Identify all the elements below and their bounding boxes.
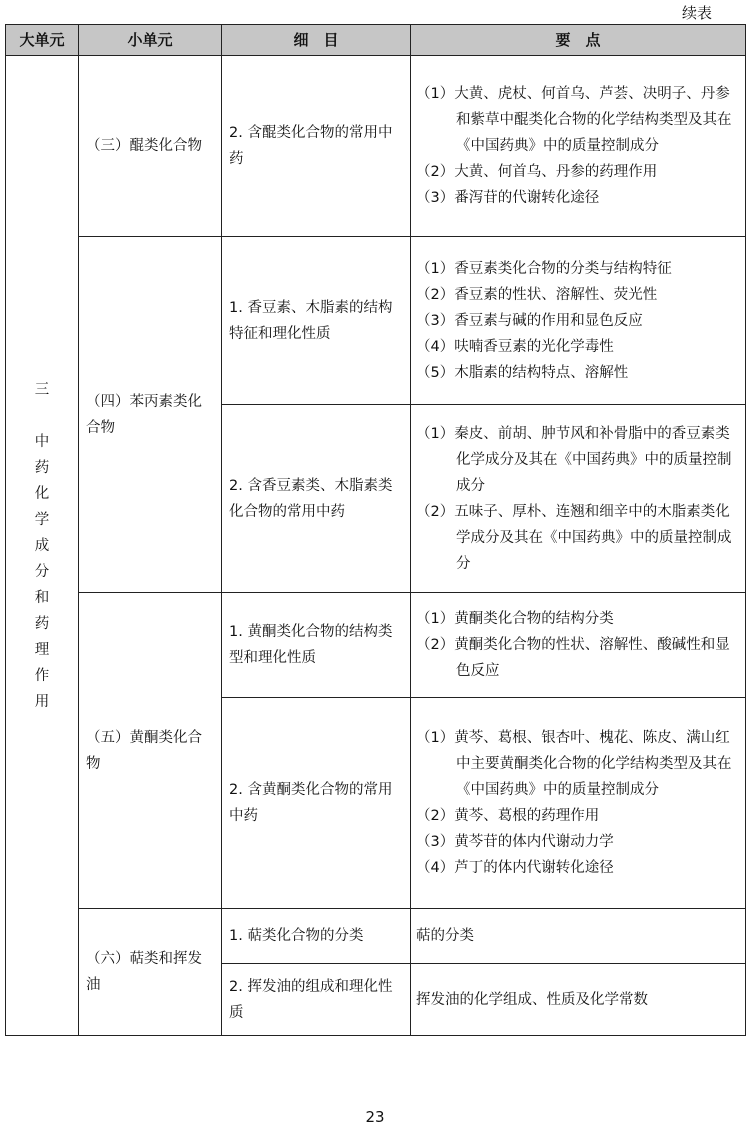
points-cell — [411, 405, 746, 593]
point-item: （3）番泻苷的代谢转化途径 — [416, 190, 600, 206]
page-number: 23 — [365, 1108, 385, 1126]
header-points: 要 点 — [411, 25, 746, 56]
unit-char: 和 — [34, 589, 50, 606]
point-item: （2）大黄、何首乌、丹参的药理作用 — [416, 164, 658, 180]
unit-char: 中 — [34, 433, 50, 450]
point-item: （2）黄酮类化合物的性状、溶解性、酸碱性和显色反应 — [416, 637, 730, 679]
unit-char: 分 — [34, 563, 50, 580]
point-item: （1）大黄、虎杖、何首乌、芦荟、决明子、丹参和紫草中醌类化合物的化学结构类型及其在《中国药典》中的质量控制成分 — [416, 86, 732, 154]
point-item: （3）香豆素与碱的作用和显色反应 — [416, 312, 643, 329]
point-item: （2）香豆素的性状、溶解性、荧光性 — [416, 286, 658, 303]
point-item: 挥发油的化学组成、性质及化学常数 — [416, 991, 648, 1008]
subunit-cell: （五）黄酮类化合物 — [79, 593, 222, 909]
subunit-cell: （六）萜类和挥发油 — [79, 909, 222, 1036]
subunit-cell: （四）苯丙素类化合物 — [79, 237, 222, 593]
point-item: （2）黄芩、葛根的药理作用 — [416, 808, 600, 824]
points-cell — [411, 593, 746, 698]
point-item: （2）五味子、厚朴、连翘和细辛中的木脂素类化学成分及其在《中国药典》中的质量控制成分 — [416, 503, 732, 572]
unit-char: 成 — [34, 537, 50, 554]
table-row — [6, 56, 746, 237]
detail-cell: 2. 挥发油的组成和理化性质 — [222, 964, 411, 1036]
header-detail: 细 目 — [222, 25, 411, 56]
unit-char: 作 — [34, 667, 50, 684]
points-cell — [411, 909, 746, 964]
unit-char: 药 — [34, 459, 50, 476]
point-item: （4）呋喃香豆素的光化学毒性 — [416, 338, 614, 355]
points-cell — [411, 964, 746, 1036]
point-item: （1）黄芩、葛根、银杏叶、槐花、陈皮、满山红中主要黄酮类化合物的化学结构类型及其在《中国药典》中的质量控制成分 — [416, 730, 732, 798]
syllabus-table — [5, 24, 746, 1036]
detail-cell: 2. 含黄酮类化合物的常用中药 — [222, 698, 411, 909]
continued-label: 续表 — [681, 4, 712, 22]
header-unit: 大单元 — [6, 25, 79, 56]
point-item: （4）芦丁的体内代谢转化途径 — [416, 860, 614, 876]
detail-cell: 1. 萜类化合物的分类 — [222, 909, 411, 964]
table-row — [6, 237, 746, 405]
detail-cell: 2. 含醌类化合物的常用中药 — [222, 56, 411, 237]
unit-vertical-title — [32, 377, 52, 715]
unit-cell — [6, 56, 79, 1036]
point-item: 萜的分类 — [416, 928, 474, 944]
unit-number: 三 — [34, 381, 50, 398]
table-row — [6, 909, 746, 964]
point-item: （3）黄芩苷的体内代谢动力学 — [416, 834, 614, 850]
unit-char: 药 — [34, 615, 50, 632]
point-item: （1）秦皮、前胡、肿节风和补骨脂中的香豆素类化学成分及其在《中国药典》中的质量控制成分 — [416, 425, 732, 494]
points-cell — [411, 237, 746, 405]
point-item: （1）黄酮类化合物的结构分类 — [416, 611, 614, 627]
unit-char: 学 — [34, 511, 50, 528]
unit-char: 化 — [34, 485, 50, 502]
detail-cell: 2. 含香豆素类、木脂素类化合物的常用中药 — [222, 405, 411, 593]
points-cell — [411, 56, 746, 237]
point-item: （5）木脂素的结构特点、溶解性 — [416, 364, 629, 381]
header-subunit: 小单元 — [79, 25, 222, 56]
table-row — [6, 593, 746, 698]
subunit-cell: （三）醌类化合物 — [79, 56, 222, 237]
table-header-row — [6, 25, 746, 56]
unit-char: 理 — [34, 641, 50, 658]
points-cell — [411, 698, 746, 909]
detail-cell: 1. 香豆素、木脂素的结构特征和理化性质 — [222, 237, 411, 405]
point-item: （1）香豆素类化合物的分类与结构特征 — [416, 260, 672, 277]
detail-cell: 1. 黄酮类化合物的结构类型和理化性质 — [222, 593, 411, 698]
unit-char: 用 — [34, 693, 50, 710]
